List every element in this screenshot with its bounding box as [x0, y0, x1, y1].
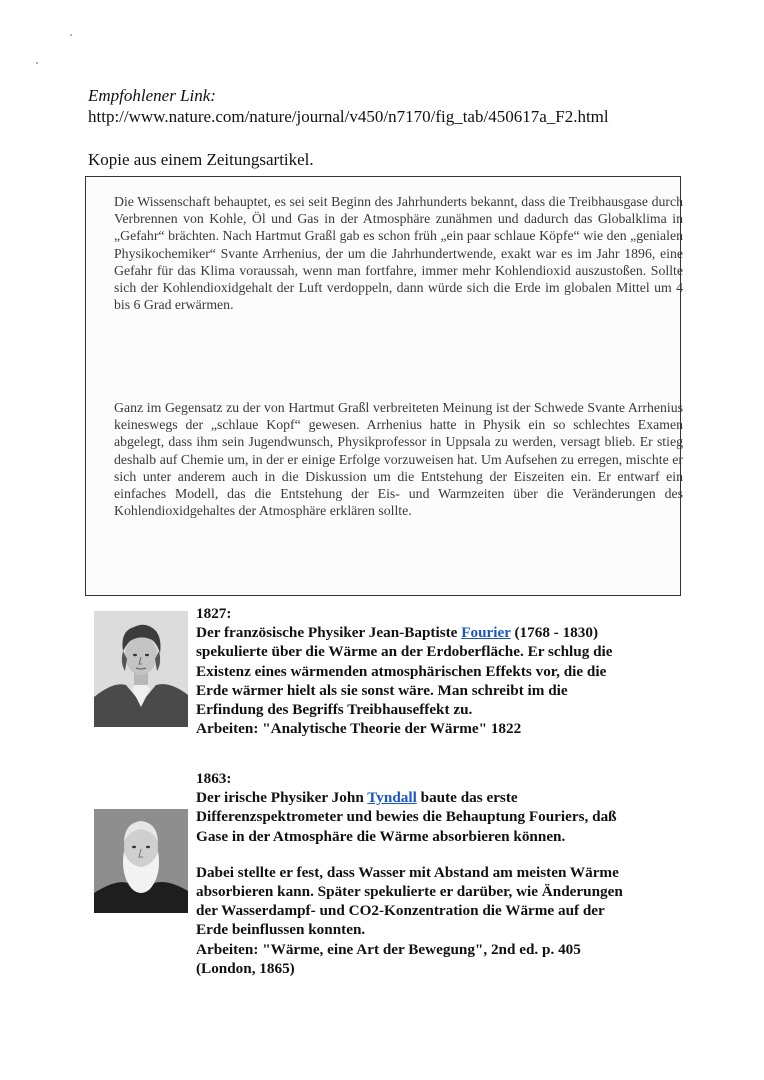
fourier-line-5: Erfindung des Begriffs Treibhauseffekt zu. [196, 701, 473, 719]
tyndall-entry [196, 769, 696, 978]
copy-note: Kopie aus einem Zeitungsartikel. [88, 150, 314, 169]
tyndall-line-1-rest: baute das erste [416, 789, 518, 807]
fourier-line-1 [196, 623, 696, 642]
clipping-paragraph-1: Die Wissenschaft behauptet, es sei seit Beginn des Jahrhunderts bekannt, dass die Treibhausgase durch Verbrennen von Kohle, Öl und Gas in der Atmosphäre zunähmen und dadurch das Globalklima in „Gefahr“ brächten. Nach Hartmut Graßl gab es schon früh „ein paar schlaue Köpfe“ wie den „genialen Physikochemiker“ Svante Arrhenius, der um die Jahrhundertwende, exakt war es im Jahr 1896, eine Gefahr für das Klima voraussah, wenn man fortfahre, immer mehr Kohlendioxid auszustoßen. Sollte sich der Kohlendioxidgehalt der Luft verdoppeln, dann würde sich die Erde im globalen Mittel um 4 bis 6 Grad erwärmen. [114, 194, 683, 313]
fourier-line-1-text: Der französische Physiker Jean-Baptiste [196, 624, 462, 642]
tyndall-line-3: Gase in der Atmosphäre die Wärme absorbieren können. [196, 827, 566, 845]
tyndall-works-line-2: (London, 1865) [196, 959, 295, 977]
tyndall-works-line-1: Arbeiten: "Wärme, eine Art der Bewegung", 2nd ed. p. 405 [196, 940, 581, 958]
recommended-link-url[interactable]: http://www.nature.com/nature/journal/v450/n7170/fig_tab/450617a_F2.html [88, 107, 609, 126]
tyndall-year: 1863: [196, 770, 232, 787]
fourier-entry [196, 604, 696, 738]
tyndall-p2-line-4: Erde beinflussen konnten. [196, 921, 366, 939]
tyndall-p2-line-1: Dabei stellte er fest, dass Wasser mit Abstand am meisten Wärme [196, 863, 619, 881]
fourier-works: Arbeiten: "Analytische Theorie der Wärme" 1822 [196, 720, 522, 738]
fourier-engraving [94, 611, 188, 727]
tyndall-link[interactable]: Tyndall [367, 789, 417, 807]
tyndall-line-2: Differenzspektrometer und bewies die Behauptung Fouriers, daß [196, 808, 617, 826]
fourier-dates: (1768 - 1830) [510, 624, 599, 642]
fourier-year: 1827: [196, 605, 232, 622]
recommended-link-label: Empfohlener Link: [88, 86, 216, 105]
tyndall-line-1 [196, 788, 696, 807]
paragraph-gap [196, 846, 696, 863]
fourier-link[interactable]: Fourier [461, 624, 511, 642]
scan-speck [70, 34, 72, 36]
fourier-line-4: Erde wärmer hielt als sie sonst wäre. Man schreibt im die [196, 681, 568, 699]
fourier-line-3: Existenz eines wärmenden atmosphärischen Effekts vor, die die [196, 662, 607, 680]
tyndall-p2-line-2: absorbieren kann. Später spekulierte er darüber, wie Änderungen [196, 883, 623, 901]
tyndall-photo [94, 809, 188, 913]
tyndall-portrait [94, 809, 188, 913]
newspaper-clipping [85, 176, 681, 596]
tyndall-p2-line-3: der Wasserdampf- und CO2-Konzentration die Wärme auf der [196, 902, 605, 920]
scan-speck [36, 62, 38, 64]
clipping-paragraph-2: Ganz im Gegensatz zu der von Hartmut Graßl verbreiteten Meinung ist der Schwede Svante Arrhenius keineswegs der „schlaue Kopf“ gewesen. Arrhenius hatte in Physik ein so schlechtes Examen abgelegt, dass ihm sein Jugendwunsch, Physikprofessor in Uppsala zu werden, versagt blieb. Er stieg deshalb auf Chemie um, in der er einige Erfolge vorzuweisen hat. Um Aufsehen zu erregen, mischte er sich unter anderem auch in die Diskussion um die Entstehung der Eiszeiten ein. Er entwarf ein einfaches Modell, das die Entstehung der Eis- und Warmzeiten über die Veränderungen des Kohlendioxidgehaltes der Atmosphäre erklären sollte. [114, 400, 683, 519]
tyndall-line-1-text: Der irische Physiker John [196, 789, 368, 807]
fourier-portrait [94, 611, 188, 727]
fourier-line-2: spekulierte über die Wärme an der Erdoberfläche. Er schlug die [196, 643, 613, 661]
